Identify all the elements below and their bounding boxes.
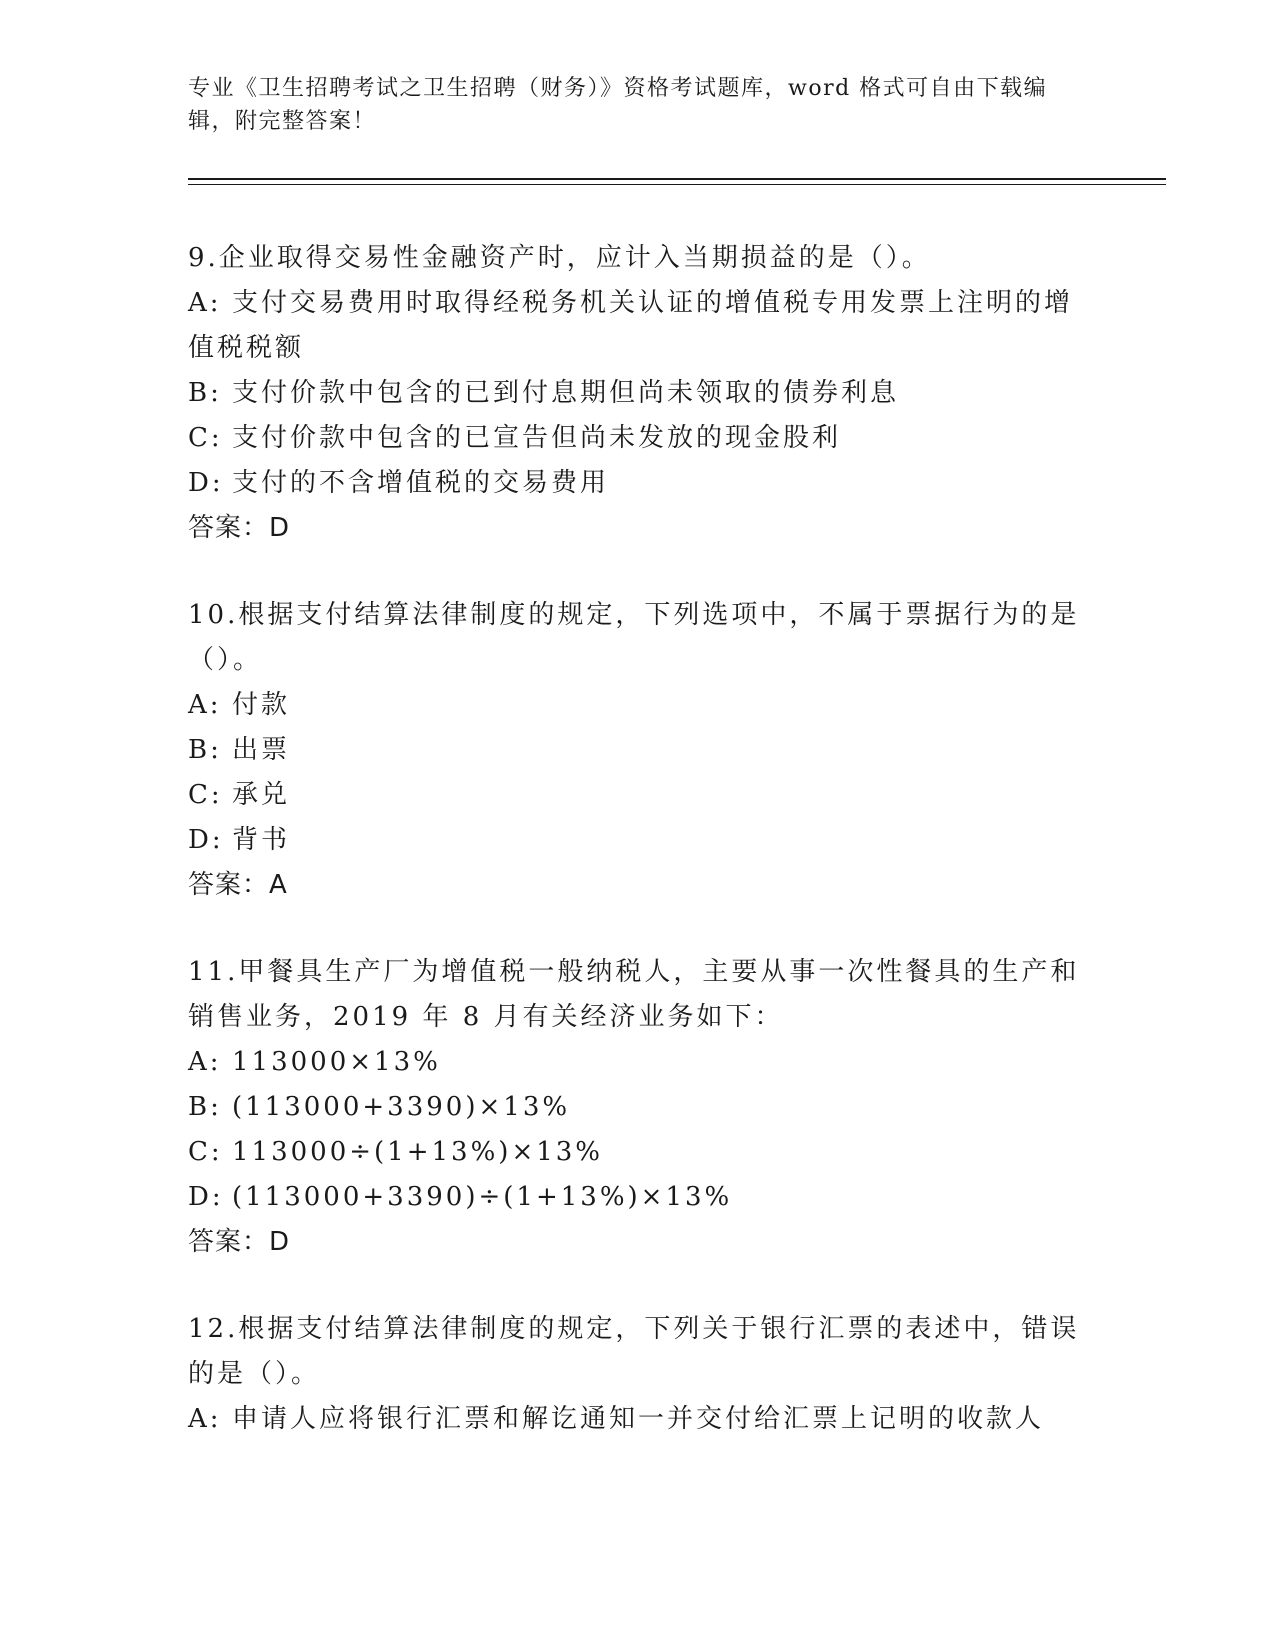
option-b	[188, 371, 1088, 416]
option-letter: C:	[188, 1137, 223, 1167]
header-divider-thin	[188, 184, 1166, 185]
option-letter: D:	[188, 1182, 224, 1212]
option-text: (113000+3390)÷(1+13%)×13%	[232, 1182, 733, 1212]
option-letter: A:	[188, 690, 222, 720]
question-12	[188, 1307, 1088, 1442]
option-text: 支付交易费用时取得经税务机关认证的增值税专用发票上注明的增值税税额	[188, 288, 1074, 363]
header-divider-thick	[188, 178, 1166, 180]
option-text: 113000×13%	[232, 1047, 441, 1077]
option-text: 支付的不含增值税的交易费用	[232, 468, 610, 498]
answer-line: 答案：A	[188, 870, 288, 900]
option-text: (113000+3390)×13%	[232, 1092, 571, 1122]
option-letter: B:	[188, 378, 222, 408]
option-letter: B:	[188, 735, 222, 765]
question-stem: 9.企业取得交易性金融资产时，应计入当期损益的是（）。	[188, 243, 931, 273]
question-stem: 11.甲餐具生产厂为增值税一般纳税人，主要从事一次性餐具的生产和销售业务，2019 年 8 月有关经济业务如下：	[188, 957, 1080, 1032]
option-c	[188, 1130, 1088, 1175]
option-c	[188, 773, 1088, 818]
option-text: 背书	[232, 825, 291, 855]
answer-line: 答案：D	[188, 1227, 291, 1257]
option-text: 申请人应将银行汇票和解讫通知一并交付给汇票上记明的收款人	[232, 1404, 1045, 1434]
option-a	[188, 281, 1088, 371]
option-letter: C:	[188, 423, 223, 453]
answer-line: 答案：D	[188, 513, 291, 543]
option-text: 支付价款中包含的已宣告但尚未发放的现金股利	[232, 423, 842, 453]
option-text: 支付价款中包含的已到付息期但尚未领取的债券利息	[232, 378, 900, 408]
option-b	[188, 728, 1088, 773]
option-a	[188, 1397, 1088, 1442]
question-10	[188, 593, 1088, 908]
option-letter: B:	[188, 1092, 222, 1122]
option-a	[188, 683, 1088, 728]
option-letter: C:	[188, 780, 223, 810]
option-letter: D:	[188, 468, 224, 498]
option-d	[188, 461, 1088, 506]
question-stem: 12.根据支付结算法律制度的规定，下列关于银行汇票的表述中，错误的是（）。	[188, 1314, 1080, 1389]
option-d	[188, 1175, 1088, 1220]
option-d	[188, 818, 1088, 863]
option-text: 113000÷(1+13%)×13%	[232, 1137, 604, 1167]
option-text: 付款	[232, 690, 291, 720]
option-text: 出票	[232, 735, 291, 765]
option-c	[188, 416, 1088, 461]
question-list	[188, 236, 1088, 1484]
question-11	[188, 950, 1088, 1265]
option-text: 承兑	[232, 780, 291, 810]
question-9	[188, 236, 1088, 551]
document-header: 专业《卫生招聘考试之卫生招聘（财务）》资格考试题库，word 格式可自由下载编辑，附完整答案！	[188, 76, 1048, 134]
option-letter: A:	[188, 288, 222, 318]
option-letter: A:	[188, 1404, 222, 1434]
question-stem: 10.根据支付结算法律制度的规定，下列选项中，不属于票据行为的是（）。	[188, 600, 1080, 675]
option-a	[188, 1040, 1088, 1085]
option-letter: D:	[188, 825, 224, 855]
option-b	[188, 1085, 1088, 1130]
option-letter: A:	[188, 1047, 222, 1077]
